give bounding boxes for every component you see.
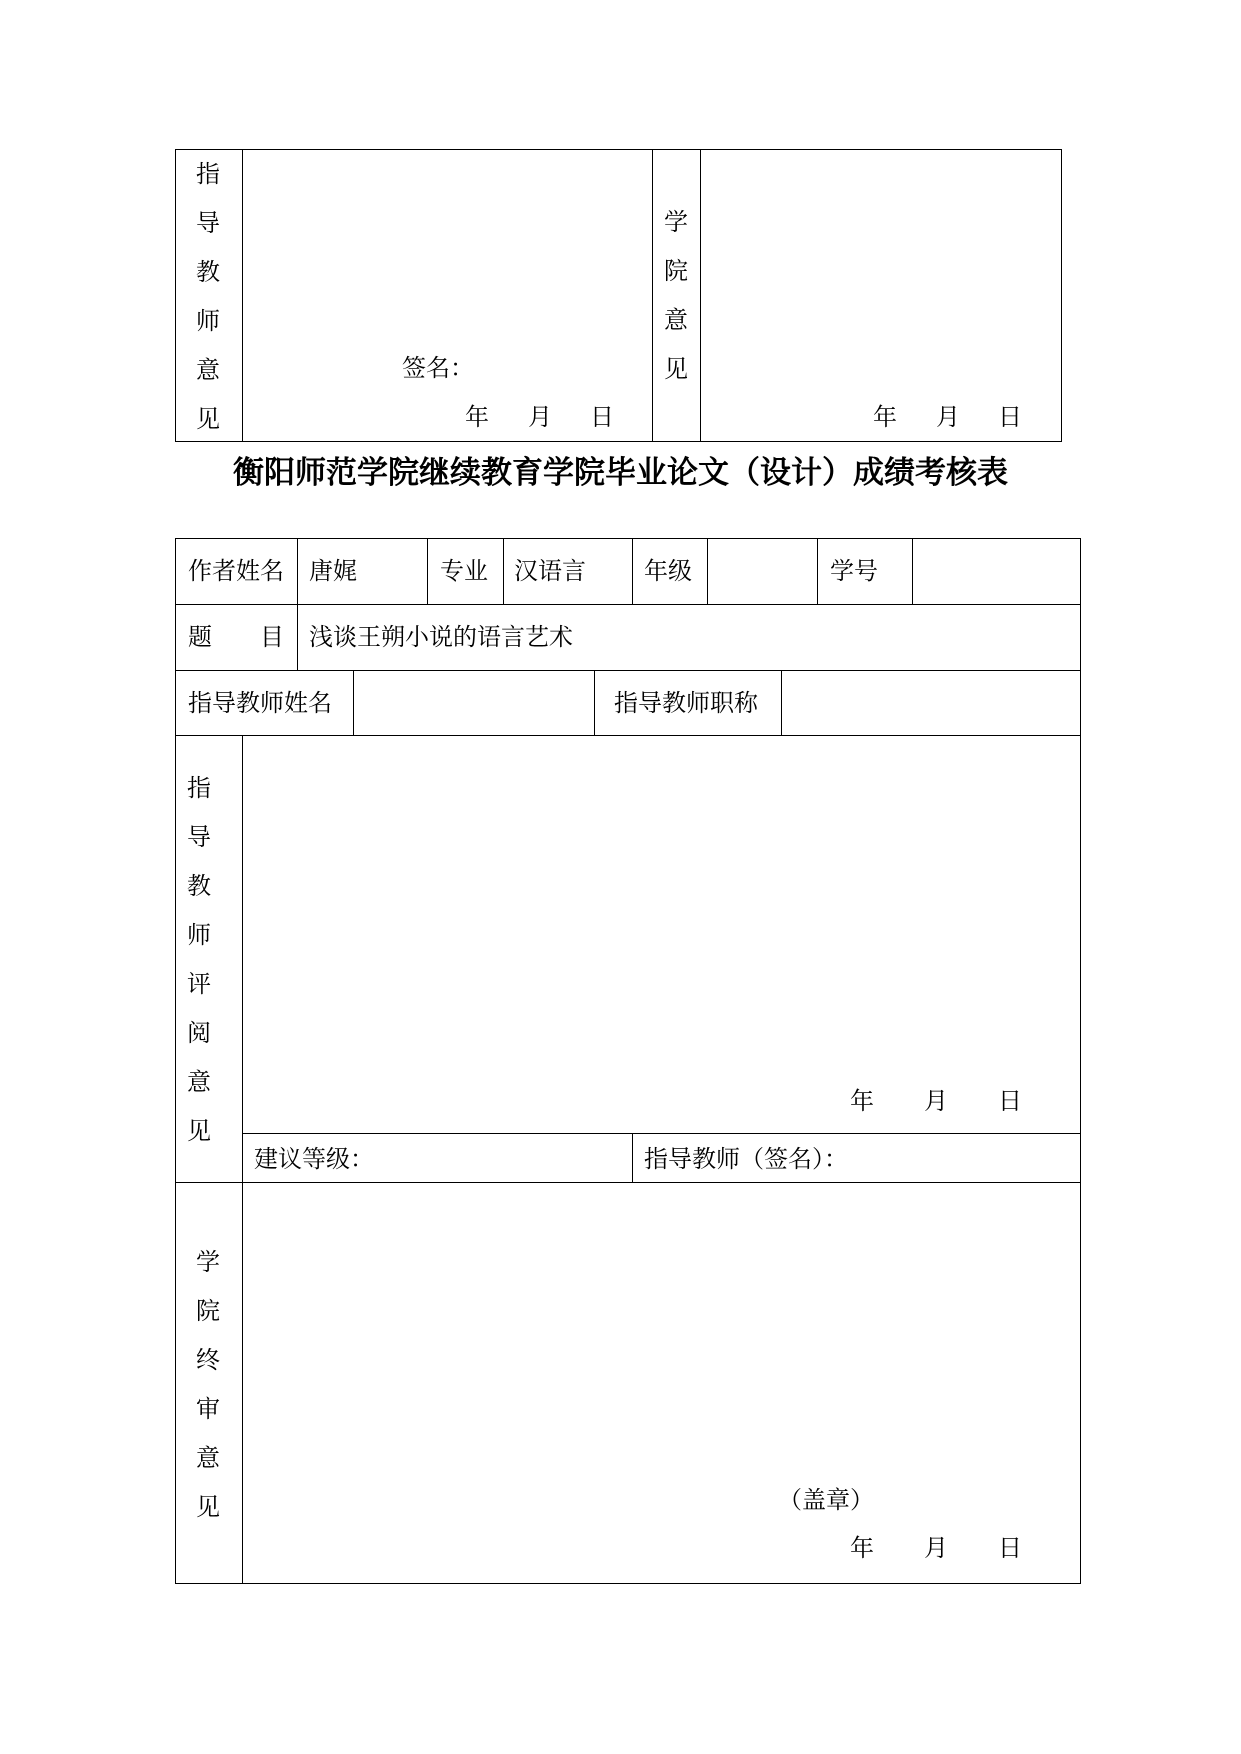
student-id-label: 学号 bbox=[830, 557, 878, 585]
date-year: 年 bbox=[465, 403, 489, 431]
date-year: 年 bbox=[850, 1534, 874, 1562]
advisor-name-label: 指导教师姓名 bbox=[188, 689, 332, 717]
author-value: 唐娓 bbox=[309, 557, 357, 585]
topic-value: 浅谈王朔小说的语言艺术 bbox=[309, 623, 573, 651]
date-day: 日 bbox=[998, 1087, 1022, 1115]
grade-label: 年级 bbox=[644, 557, 692, 585]
date-year: 年 bbox=[873, 403, 897, 431]
date-month: 月 bbox=[936, 403, 960, 431]
date-month: 月 bbox=[528, 403, 552, 431]
date-day: 日 bbox=[998, 1534, 1022, 1562]
advisor-opinion-label: 指 导 教 师 意 见 bbox=[196, 160, 220, 433]
date-year: 年 bbox=[850, 1087, 874, 1115]
date-day: 日 bbox=[590, 403, 614, 431]
major-label: 专业 bbox=[440, 557, 488, 585]
advisor-title-label: 指导教师职称 bbox=[614, 689, 758, 717]
college-opinion-label: 学 院 意 见 bbox=[664, 208, 688, 383]
suggested-grade-label: 建议等级： bbox=[254, 1145, 374, 1173]
date-month: 月 bbox=[924, 1087, 948, 1115]
signature-label: 签名： bbox=[402, 354, 474, 382]
college-final-review-label: 学 院 终 审 意 见 bbox=[196, 1248, 220, 1521]
topic-label: 题 目 bbox=[188, 623, 284, 651]
date-month: 月 bbox=[924, 1534, 948, 1562]
advisor-signature-label: 指导教师（签名）： bbox=[644, 1145, 848, 1173]
page-title: 衡阳师范学院继续教育学院毕业论文（设计）成绩考核表 bbox=[233, 455, 1008, 491]
major-value: 汉语言 bbox=[514, 557, 586, 585]
date-day: 日 bbox=[998, 403, 1022, 431]
seal-label: （盖章） bbox=[778, 1486, 874, 1514]
author-label: 作者姓名 bbox=[188, 557, 284, 585]
advisor-review-label: 指 导 教 师 评 阅 意 见 bbox=[187, 774, 211, 1145]
